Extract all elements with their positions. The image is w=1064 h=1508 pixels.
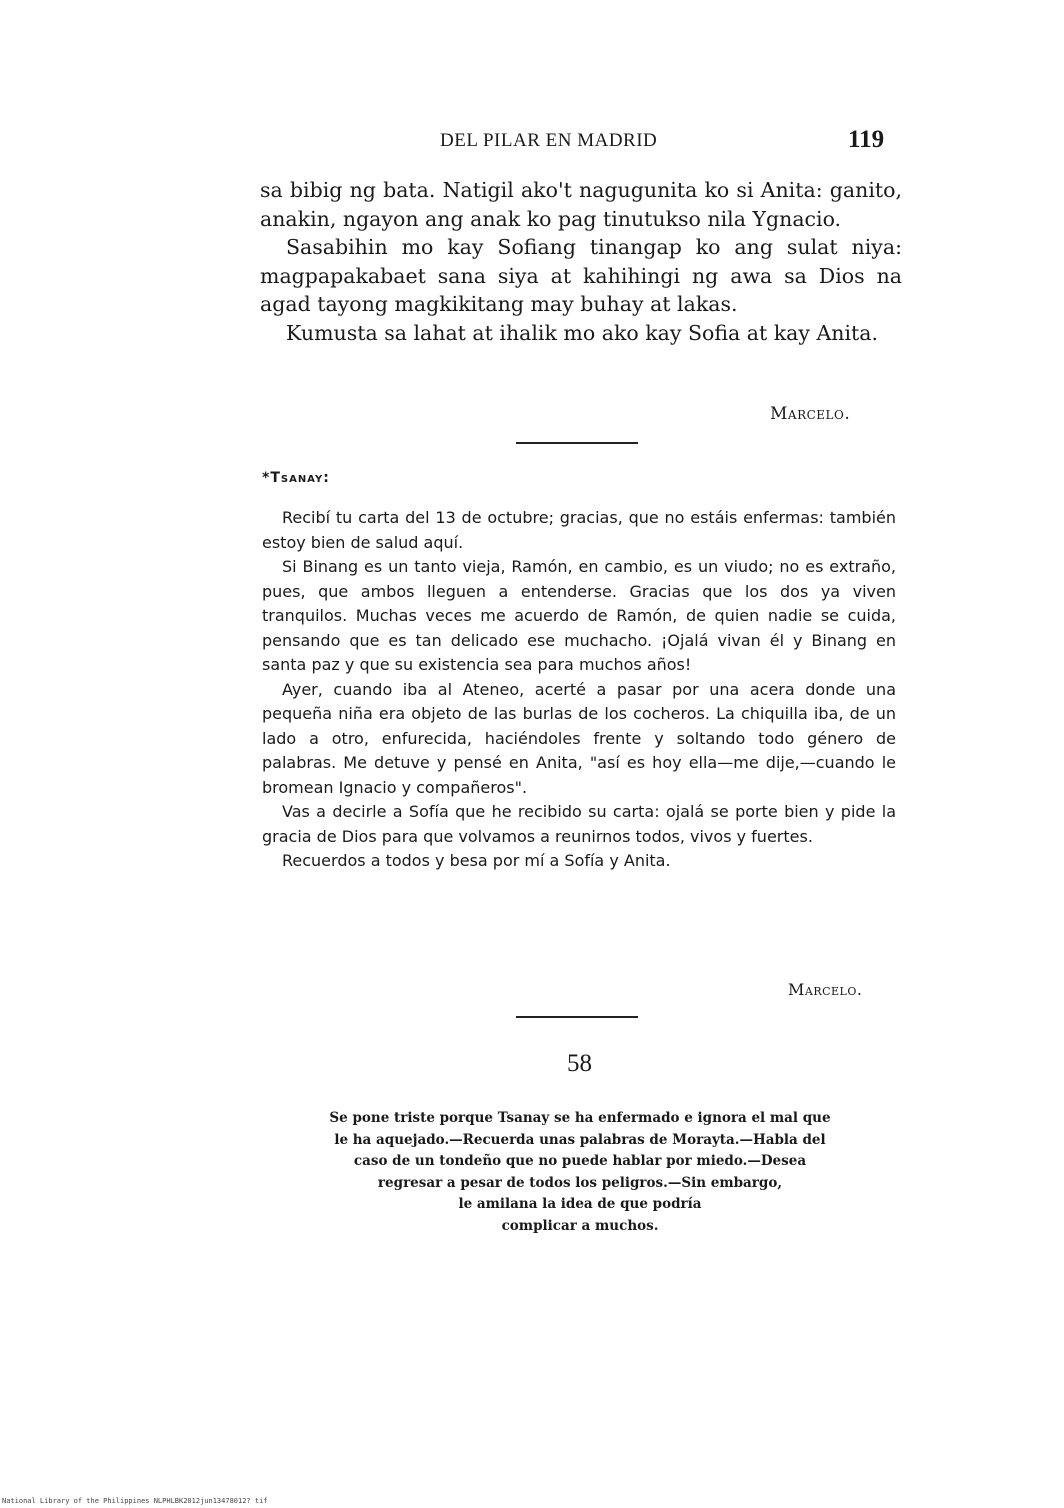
spanish-salutation: *Tsanay:: [262, 470, 330, 486]
summary-line: Se pone triste porque Tsanay se ha enfermado e ignora el mal que: [329, 1110, 831, 1126]
letter-summary: [255, 1108, 905, 1237]
spanish-signature: Marcelo.: [788, 980, 863, 999]
summary-line: regresar a pesar de todos los peligros.—Sin embargo,: [377, 1174, 783, 1191]
running-title: DEL PILAR EN MADRID: [440, 130, 658, 151]
spanish-paragraph: Si Binang es un tanto vieja, Ramón, en cambio, es un viudo; no es extraño, pues, que ambos lleguen a entenderse. Gracias que los dos ya viven tranquilos. Muchas veces me acuerdo de Ramón, de quien nadie se cuida, pensando que es tan delicado ese muchacho. ¡Ojalá vivan él y Binang en santa paz y que su existencia sea para muchos años!: [262, 557, 896, 674]
summary-line: le amilana la idea de que podría: [458, 1196, 702, 1212]
tagalog-paragraph: Kumusta sa lahat at ihalik mo ako kay Sofia at kay Anita.: [286, 320, 879, 345]
tagalog-paragraph: Sasabihin mo kay Sofiang tinangap ko ang sulat niya: magpapakabaet sana siya at kahihingi ng awa sa Dios na agad tayong magkikitang may buhay at lakas.: [260, 235, 902, 316]
letter-number: 58: [567, 1050, 592, 1077]
spanish-paragraph: Vas a decirle a Sofía que he recibido su carta: ojalá se porte bien y pide la gracia de Dios para que volvamos a reunirnos todos, vivos y fuertes.: [262, 802, 896, 846]
summary-line: complicar a muchos.: [501, 1217, 659, 1234]
spanish-letter-body: [262, 506, 896, 874]
spanish-paragraph: Recuerdos a todos y besa por mí a Sofía y Anita.: [282, 851, 671, 870]
page-number: 119: [848, 126, 885, 153]
spanish-paragraph: Ayer, cuando iba al Ateneo, acerté a pasar por una acera donde una pequeña niña era objeto de las burlas de los cocheros. La chiquilla iba, de un lado a otro, enfurecida, haciéndoles frente y soltando todo género de palabras. Me detuve y pensé en Anita, "así es hoy ella—me dije,—cuando le bromean Ignacio y compañeros".: [262, 679, 896, 797]
section-divider: [516, 1016, 638, 1018]
scan-credit: National Library of the Philippines NLPHLBK2012jun13478012? tif: [2, 1497, 268, 1505]
tagalog-letter-body: [260, 176, 902, 347]
summary-line: caso de un tondeño que no puede hablar por miedo.—Desea: [353, 1153, 807, 1169]
section-divider: [516, 442, 638, 444]
spanish-paragraph: Recibí tu carta del 13 de octubre; gracias, que no estáis enfermas: también estoy bien de salud aquí.: [262, 508, 896, 552]
tagalog-signature: Marcelo.: [770, 404, 851, 424]
tagalog-paragraph: sa bibig ng bata. Natigil ako't nagugunita ko si Anita: ganito, anakin, ngayon ang anak ko pag tinutukso nila Ygnacio.: [260, 178, 902, 231]
summary-line: le ha aquejado.—Recuerda unas palabras de Morayta.—Habla del: [334, 1131, 826, 1148]
